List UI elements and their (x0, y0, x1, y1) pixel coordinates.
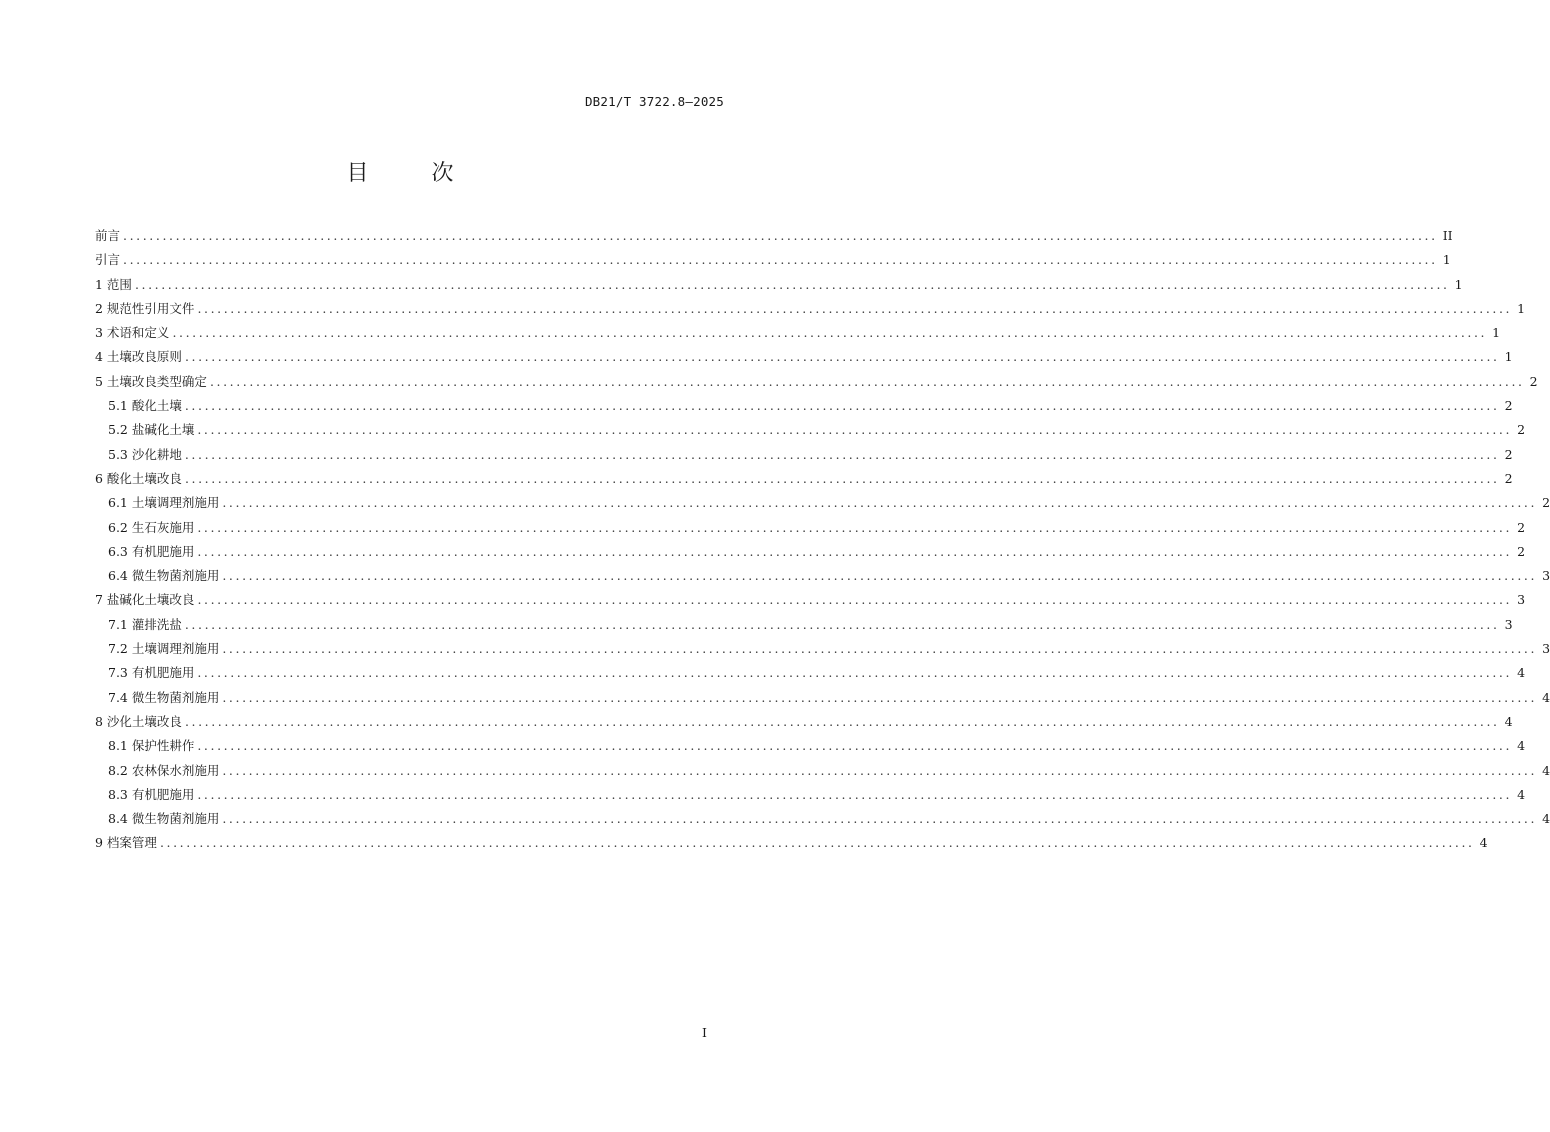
toc-entry[interactable] (95, 761, 1550, 785)
toc-entry[interactable] (95, 590, 1526, 614)
toc-entry-page: 3 (1542, 568, 1550, 584)
toc-entry-label: 7.4 微生物菌剂施用 (108, 689, 220, 705)
toc-entry-page: 1 (1517, 300, 1526, 316)
toc-leader-dots: ........................................................................................................................................................................................................ (222, 495, 1538, 511)
toc-leader-dots: ........................................................................................................................................................................................................ (184, 349, 1500, 365)
toc-entry-label: 6.4 微生物菌剂施用 (108, 568, 220, 584)
toc-entry-page: 4 (1479, 835, 1488, 851)
toc-entry-label: 7.2 土壤调理剂施用 (108, 641, 220, 657)
toc-entry-page: 4 (1517, 786, 1526, 802)
table-of-contents (95, 226, 1550, 858)
toc-entry[interactable] (95, 809, 1550, 833)
document-code: DB21/T 3722.8—2025 (584, 94, 724, 109)
toc-entry[interactable] (95, 323, 1501, 347)
toc-entry-page: 4 (1517, 738, 1526, 754)
toc-leader-dots: ........................................................................................................................................................................................................ (123, 252, 1438, 268)
toc-entry-page: 1 (1492, 325, 1501, 341)
toc-leader-dots: ........................................................................................................................................................................................................ (172, 325, 1488, 341)
toc-entry-label: 5.2 盐碱化土壤 (108, 422, 195, 438)
toc-entry[interactable] (95, 615, 1513, 639)
toc-entry-page: 2 (1504, 398, 1513, 414)
toc-entry-label: 5 土壤改良类型确定 (95, 373, 207, 389)
toc-entry-page: 4 (1542, 811, 1550, 827)
toc-entry[interactable] (95, 566, 1550, 590)
toc-entry[interactable] (95, 542, 1526, 566)
toc-leader-dots: ........................................................................................................................................................................................................ (197, 300, 1513, 316)
toc-leader-dots: ........................................................................................................................................................................................................ (184, 616, 1500, 632)
toc-entry[interactable] (95, 833, 1488, 857)
toc-entry[interactable] (95, 250, 1451, 274)
toc-entry-label: 6 酸化土壤改良 (95, 470, 182, 486)
toc-entry[interactable] (95, 445, 1513, 469)
toc-leader-dots: ........................................................................................................................................................................................................ (222, 641, 1538, 657)
toc-entry[interactable] (95, 663, 1526, 687)
toc-entry-page: 2 (1517, 422, 1526, 438)
toc-entry[interactable] (95, 226, 1453, 250)
toc-entry-page: 4 (1504, 713, 1513, 729)
toc-entry-page: 1 (1454, 276, 1463, 292)
toc-leader-dots: ........................................................................................................................................................................................................ (222, 762, 1538, 778)
toc-entry-page: 3 (1542, 641, 1550, 657)
toc-entry-page: 4 (1542, 689, 1550, 705)
toc-entry-page: 2 (1529, 373, 1538, 389)
toc-leader-dots: ........................................................................................................................................................................................................ (197, 519, 1513, 535)
toc-entry-label: 6.1 土壤调理剂施用 (108, 495, 220, 511)
toc-entry-label: 1 范围 (95, 276, 132, 292)
toc-entry-label: 2 规范性引用文件 (95, 300, 195, 316)
toc-entry-page: 4 (1517, 665, 1526, 681)
toc-entry[interactable] (95, 347, 1513, 371)
toc-entry[interactable] (95, 372, 1538, 396)
toc-leader-dots: ........................................................................................................................................................................................................ (184, 713, 1500, 729)
toc-leader-dots: ........................................................................................................................................................................................................ (222, 568, 1538, 584)
toc-entry[interactable] (95, 420, 1526, 444)
toc-entry-page: 2 (1517, 519, 1526, 535)
toc-entry-page: 2 (1504, 446, 1513, 462)
toc-leader-dots: ........................................................................................................................................................................................................ (197, 422, 1513, 438)
toc-entry-page: II (1442, 228, 1453, 243)
toc-entry-label: 5.1 酸化土壤 (108, 398, 182, 414)
toc-entry[interactable] (95, 299, 1526, 323)
toc-entry-page: 3 (1517, 592, 1526, 608)
toc-entry-label: 7.3 有机肥施用 (108, 665, 195, 681)
toc-entry-page: 1 (1442, 252, 1451, 268)
toc-entry-label: 8 沙化土壤改良 (95, 713, 182, 729)
toc-entry-label: 8.3 有机肥施用 (108, 786, 195, 802)
toc-leader-dots: ........................................................................................................................................................................................................ (197, 665, 1513, 681)
toc-entry[interactable] (95, 785, 1526, 809)
toc-entry[interactable] (95, 712, 1513, 736)
toc-leader-dots: ........................................................................................................................................................................................................ (222, 811, 1538, 827)
toc-entry-label: 引言 (95, 252, 121, 268)
toc-entry-label: 7.1 灌排洗盐 (108, 616, 182, 632)
toc-entry-label: 5.3 沙化耕地 (108, 446, 182, 462)
toc-leader-dots: ........................................................................................................................................................................................................ (197, 786, 1513, 802)
toc-leader-dots: ........................................................................................................................................................................................................ (197, 592, 1513, 608)
toc-entry-page: 1 (1504, 349, 1513, 365)
toc-entry-label: 8.1 保护性耕作 (108, 738, 195, 754)
toc-entry[interactable] (95, 469, 1513, 493)
toc-entry-page: 3 (1504, 616, 1513, 632)
toc-entry-label: 3 术语和定义 (95, 325, 170, 341)
toc-entry-label: 4 土壤改良原则 (95, 349, 182, 365)
toc-entry-label: 7 盐碱化土壤改良 (95, 592, 195, 608)
page-title: 目 次 (346, 161, 482, 186)
toc-entry[interactable] (95, 396, 1513, 420)
toc-entry[interactable] (95, 518, 1526, 542)
toc-entry-label: 6.3 有机肥施用 (108, 543, 195, 559)
toc-entry-label: 9 档案管理 (95, 835, 157, 851)
toc-leader-dots: ........................................................................................................................................................................................................ (184, 470, 1500, 486)
toc-entry-page: 2 (1504, 470, 1513, 486)
toc-leader-dots: ........................................................................................................................................................................................................ (197, 543, 1513, 559)
toc-entry[interactable] (95, 493, 1550, 517)
footer-page-number: I (702, 1025, 707, 1040)
toc-entry-label: 8.2 农林保水剂施用 (108, 762, 220, 778)
toc-leader-dots: ........................................................................................................................................................................................................ (184, 398, 1500, 414)
toc-leader-dots: ........................................................................................................................................................................................................ (222, 689, 1538, 705)
toc-entry[interactable] (95, 688, 1550, 712)
toc-leader-dots: ........................................................................................................................................................................................................ (159, 835, 1475, 851)
toc-entry-label: 前言 (95, 228, 121, 243)
toc-entry-page: 2 (1542, 495, 1550, 511)
toc-leader-dots: ........................................................................................................................................................................................................ (197, 738, 1513, 754)
toc-entry[interactable] (95, 275, 1463, 299)
toc-entry-page: 2 (1517, 543, 1526, 559)
toc-leader-dots: ........................................................................................................................................................................................................ (184, 446, 1500, 462)
toc-entry-page: 4 (1542, 762, 1550, 778)
toc-entry[interactable] (95, 736, 1526, 760)
toc-leader-dots: ........................................................................................................................................................................................................ (209, 373, 1525, 389)
toc-leader-dots: ........................................................................................................................................................................................................ (123, 228, 1438, 243)
toc-entry[interactable] (95, 639, 1550, 663)
toc-entry-label: 6.2 生石灰施用 (108, 519, 195, 535)
toc-leader-dots: ........................................................................................................................................................................................................ (134, 276, 1450, 292)
toc-entry-label: 8.4 微生物菌剂施用 (108, 811, 220, 827)
